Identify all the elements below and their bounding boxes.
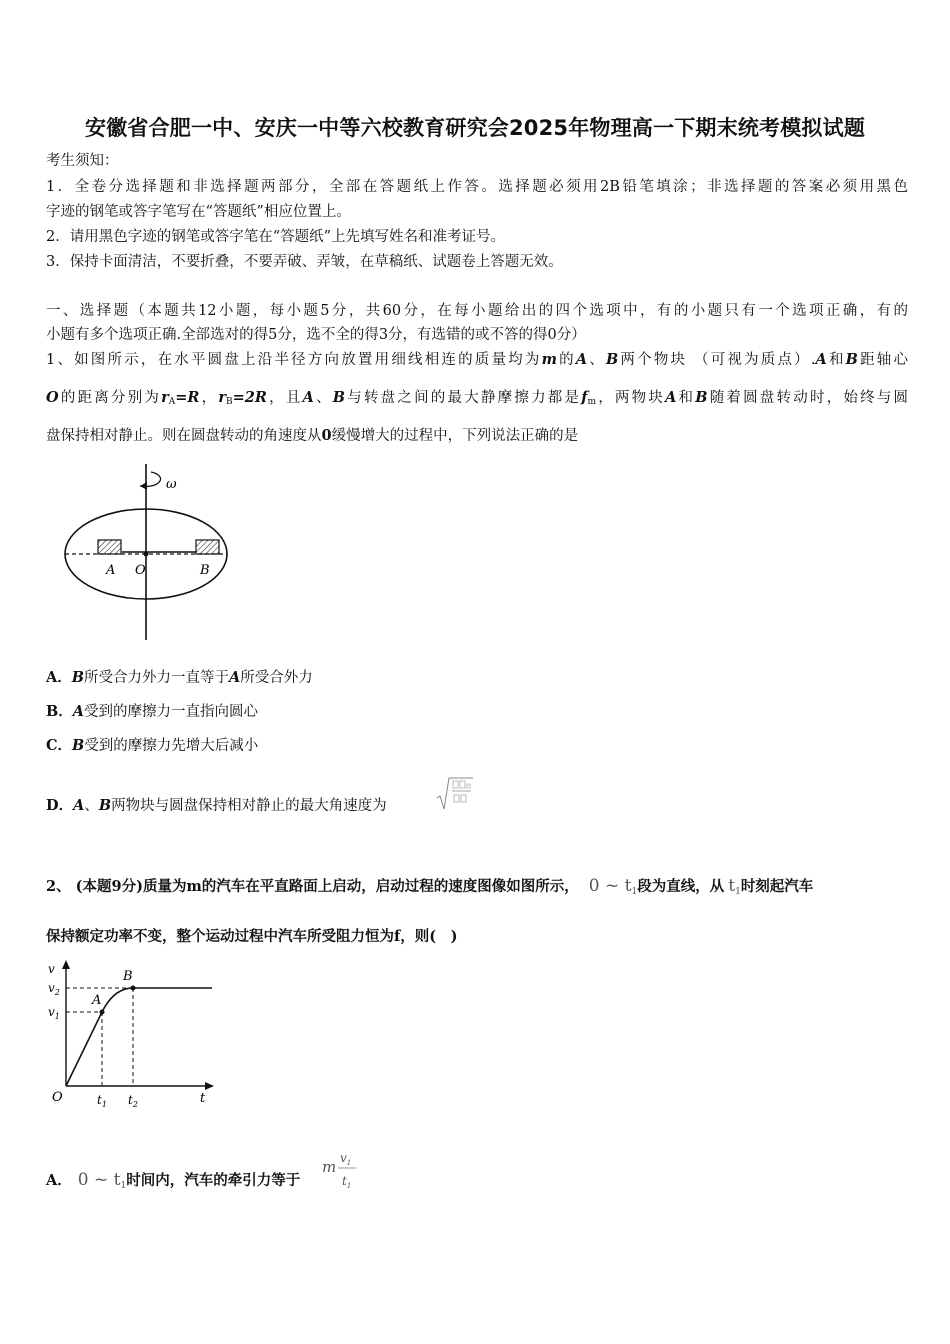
section-heading: 一、选择题（本题共12小题，每小题5分，共60分，在每小题给出的四个选项中，有的小题只有一个选项正确，有的 <box>46 303 908 319</box>
option-text: 所受合力外力一直等于 <box>84 670 230 686</box>
q2-text: 段为直线，从 <box>637 878 725 895</box>
q1-text: 与转盘之间的最大静摩擦力都是 <box>345 390 582 406</box>
fraction-m: m <box>322 1158 337 1176</box>
q1-var-b: B <box>695 389 708 406</box>
q1-stem-line-1 <box>46 350 908 370</box>
q1-text: 和 <box>676 390 696 406</box>
q1-var-b: B <box>72 737 85 754</box>
center-point <box>144 552 149 557</box>
q2-text: 时刻起汽车 <box>740 878 814 895</box>
origin-label: O <box>52 1090 63 1105</box>
rotation-arrow-head <box>140 482 147 490</box>
y-axis-arrow <box>62 960 70 969</box>
q1-stem-line-3 <box>46 426 908 446</box>
fraction-formula <box>320 1146 364 1194</box>
q1-option-c[interactable] <box>46 736 258 756</box>
label-b: B <box>200 563 210 578</box>
q1-text: 的距离分别为 <box>58 390 162 406</box>
x-axis-label: t <box>200 1091 206 1106</box>
q1-var-f: f <box>581 389 588 406</box>
q1-option-a[interactable] <box>46 668 313 688</box>
notice-item-1-cont: 字迹的钢笔或答字笔写在“答题纸”相应位置上。 <box>46 204 351 220</box>
q1-text: 和 <box>826 352 846 368</box>
q1-eq-2r: =2R <box>232 389 267 406</box>
q2-option-a-range-sub: 1 <box>120 1181 127 1191</box>
q2-range-sub: 1 <box>631 887 638 897</box>
option-letter: D． <box>46 797 74 814</box>
q1-text: 距轴心 <box>857 352 909 368</box>
segment-oa <box>66 1012 102 1086</box>
disk-figure <box>58 458 238 642</box>
option-text: 受到的摩擦力一直指向圆心 <box>84 704 259 720</box>
block-a <box>98 540 121 554</box>
point-b-dot <box>131 986 136 991</box>
notice-item-2: 2．请用黑色字迹的钢笔或答字笔在“答题纸”上先填写姓名和准考证号。 <box>46 229 506 245</box>
q1-text: 缓慢增大的过程中，下列说法正确的是 <box>331 428 579 444</box>
q1-var-o: O <box>46 389 59 406</box>
q1-text: 的 <box>556 352 576 368</box>
q1-var-rb: r <box>218 389 227 406</box>
point-a-dot <box>100 1010 105 1015</box>
q1-var-a: A <box>73 797 85 814</box>
fraction-numerator: $v_1$ <box>340 1151 352 1167</box>
q1-var-a: A <box>302 389 314 406</box>
q2-option-a[interactable] <box>46 1170 300 1196</box>
label-o: O <box>135 563 146 578</box>
omega-label: ω <box>166 477 177 492</box>
option-letter: A． <box>46 1172 72 1189</box>
q1-eq-r: =R <box>175 389 200 406</box>
label-a: A <box>106 563 116 578</box>
q1-sub-a: A <box>168 397 176 407</box>
option-letter: A． <box>46 669 72 686</box>
q2-option-a-range: 0 ~ t <box>77 1170 121 1190</box>
q1-var-b: B <box>605 351 619 368</box>
notice-item-3: 3．保持卡面清洁，不要折叠，不要弄破、弄皱，在草稿纸、试题卷上答题无效。 <box>46 254 563 270</box>
q1-sub-m: m <box>587 397 596 407</box>
velocity-time-graph <box>44 956 224 1112</box>
q1-zero: 0 <box>321 427 332 444</box>
q1-text: 1、如图所示，在水平圆盘上沿半径方向放置用细线相连的质量均为 <box>46 352 542 368</box>
q1-text: ，两物块 <box>596 390 666 406</box>
option-text: 两物块与圆盘保持相对静止的最大角速度为 <box>111 798 387 814</box>
option-text: 时间内，汽车的牵引力等于 <box>126 1172 301 1189</box>
block-b <box>196 540 219 554</box>
q1-var-b: B <box>332 389 346 406</box>
q2-t: t <box>728 876 736 896</box>
y-axis-label: v <box>48 962 55 976</box>
v2-label: $v_2$ <box>48 981 60 997</box>
q2-stem-line-1 <box>46 876 908 902</box>
sqrt-formula-image <box>436 776 474 812</box>
q1-option-b[interactable] <box>46 702 258 722</box>
q1-var-ra: r <box>161 389 169 406</box>
q1-text: ， <box>199 390 219 406</box>
q1-text: 盘保持相对静止。则在圆盘转动的角速度从 <box>46 428 322 444</box>
q1-stem-line-2 <box>46 388 908 412</box>
q2-range: 0 ~ t <box>588 876 632 896</box>
q1-var-a: A <box>575 351 588 368</box>
q1-var-a: A <box>229 669 241 686</box>
q1-var-a: A <box>72 703 85 720</box>
option-text: 所受合外力 <box>240 670 313 686</box>
q1-text: 随着圆盘转动时，始终与圆 <box>707 390 909 406</box>
q1-text: ，且 <box>266 390 303 406</box>
q1-text: 、 <box>313 390 333 406</box>
q2-t-sub: 1 <box>735 887 741 897</box>
q1-option-d[interactable] <box>46 796 387 816</box>
x-axis-arrow <box>205 1082 214 1090</box>
q1-text: 两个物块 （可视为质点）. <box>618 352 816 368</box>
option-text: 受到的摩擦力先增大后减小 <box>84 738 259 754</box>
page-title: 安徽省合肥一中、安庆一中等六校教育研究会2025年物理高一下期末统考模拟试题 <box>84 116 866 140</box>
fraction-denominator: $t_1$ <box>342 1174 352 1190</box>
q1-var-b: B <box>98 797 112 814</box>
t2-label: $t_2$ <box>128 1093 138 1109</box>
q1-var-a: A <box>665 389 677 406</box>
q1-var-b: B <box>71 669 85 686</box>
option-letter: B． <box>46 703 73 720</box>
q1-sub-b: B <box>226 397 233 407</box>
q1-var-a: A <box>815 351 827 368</box>
curve-ab <box>102 988 133 1012</box>
point-b-label: B <box>123 969 133 984</box>
v1-label: $v_1$ <box>48 1005 60 1021</box>
option-letter: C． <box>46 737 73 754</box>
q1-text: 、 <box>587 352 606 368</box>
point-a-label: A <box>92 993 102 1008</box>
q2-text: 2、 (本题9分)质量为m的汽车在平直路面上启动，启动过程的速度图像如图所示， <box>46 878 579 895</box>
q1-var-m: m <box>541 351 557 368</box>
section-heading-cont: 小题有多个选项正确.全部选对的得5分，选不全的得3分，有选错的或不答的得0分） <box>46 327 586 343</box>
t1-label: $t_1$ <box>97 1093 107 1109</box>
q2-stem-line-2: 保持额定功率不变，整个运动过程中汽车所受阻力恒为f，则( ) <box>46 928 458 945</box>
notice-item-1: 1．全卷分选择题和非选择题两部分，全部在答题纸上作答。选择题必须用2B铅笔填涂；非选择题的答案必须用黑色 <box>46 179 908 195</box>
notice-heading: 考生须知： <box>46 153 119 169</box>
q1-var-b: B <box>845 351 858 368</box>
q1-text: 、 <box>84 798 99 814</box>
